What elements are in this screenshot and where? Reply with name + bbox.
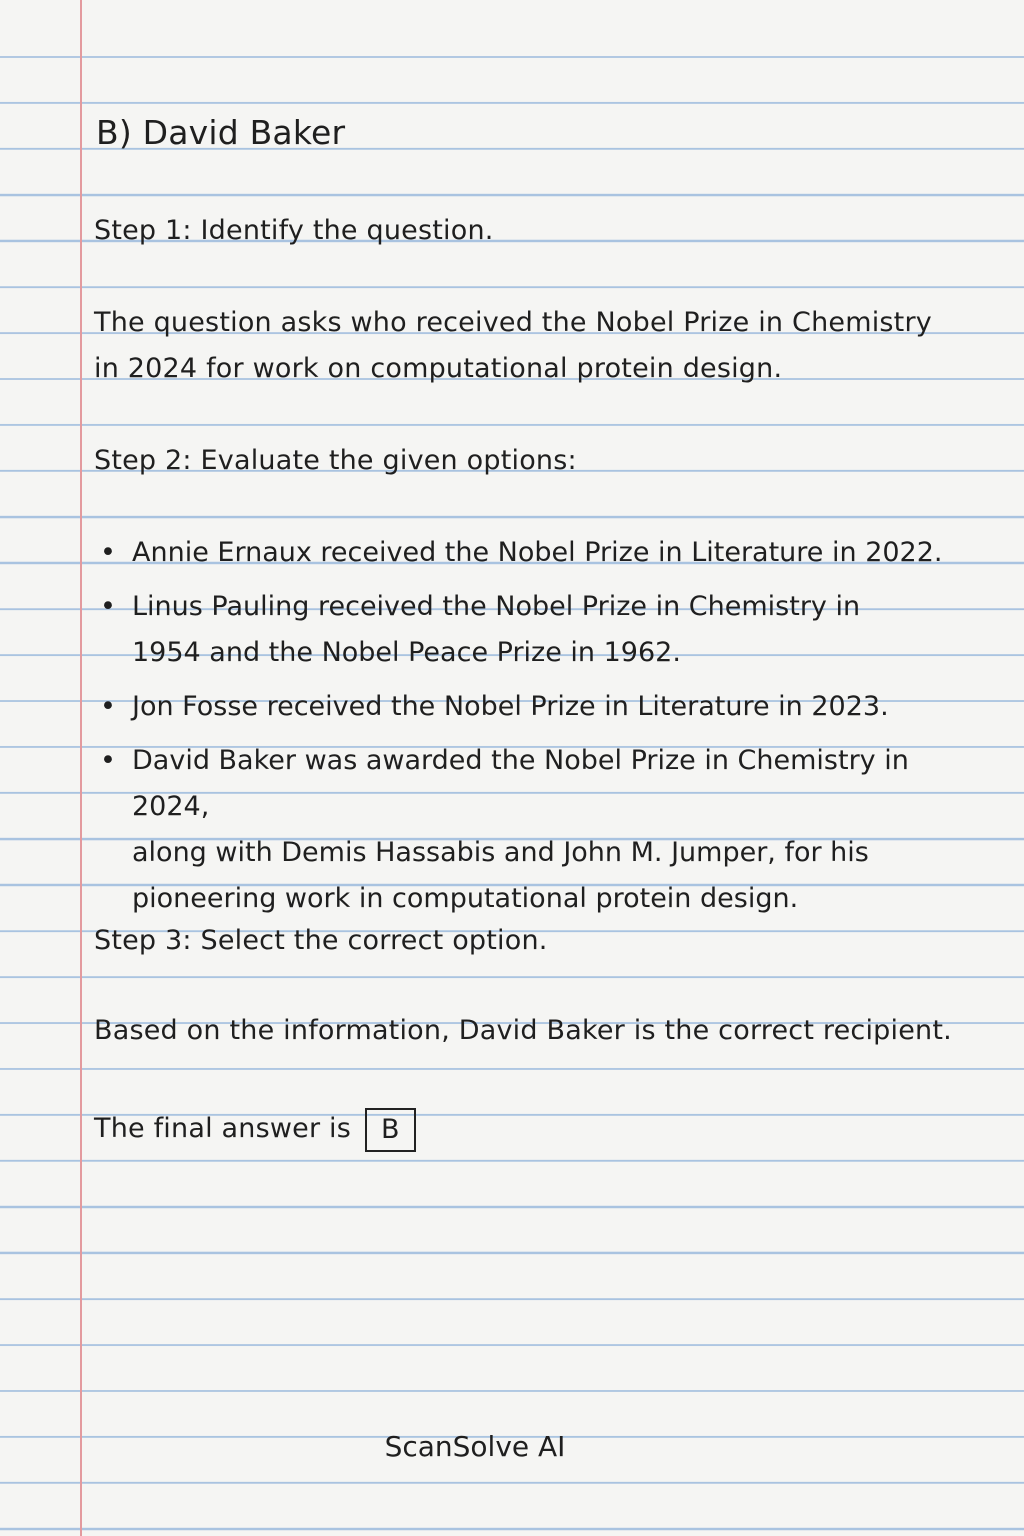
option-line: David Baker was awarded the Nobel Prize in Chemistry in 2024, (132, 745, 909, 822)
bullet-icon: • (100, 691, 116, 722)
option-item (96, 530, 976, 576)
bullet-icon: • (100, 591, 116, 622)
margin-line (80, 0, 82, 1536)
step2-heading: Step 2: Evaluate the given options: (94, 445, 577, 476)
option-line: along with Demis Hassabis and John M. Jumper, for his (132, 837, 869, 868)
step1-body-line1: The question asks who received the Nobel Prize in Chemistry (94, 307, 932, 338)
option-line: Annie Ernaux received the Nobel Prize in Literature in 2022. (132, 537, 943, 568)
footer-brand: ScanSolve AI (384, 1430, 566, 1463)
options-list (96, 530, 976, 930)
final-answer-line (94, 1106, 416, 1152)
option-item (96, 584, 976, 676)
option-item (96, 738, 976, 922)
bullet-icon: • (100, 745, 116, 776)
bullet-icon: • (100, 537, 116, 568)
option-line: Linus Pauling received the Nobel Prize in Chemistry in (132, 591, 861, 622)
final-answer-prefix: The final answer is (94, 1113, 352, 1144)
option-item (96, 684, 976, 730)
step3-heading: Step 3: Select the correct option. (94, 925, 548, 956)
step3-body: Based on the information, David Baker is the correct recipient. (94, 1015, 952, 1046)
option-line: Jon Fosse received the Nobel Prize in Literature in 2023. (132, 691, 889, 722)
option-line: 1954 and the Nobel Peace Prize in 1962. (132, 637, 681, 668)
step1-heading: Step 1: Identify the question. (94, 215, 494, 246)
step1-body-line2: in 2024 for work on computational protein design. (94, 353, 783, 384)
answer-title: B) David Baker (96, 113, 346, 152)
final-answer-box: B (365, 1108, 416, 1152)
option-line: pioneering work in computational protein design. (132, 883, 799, 914)
